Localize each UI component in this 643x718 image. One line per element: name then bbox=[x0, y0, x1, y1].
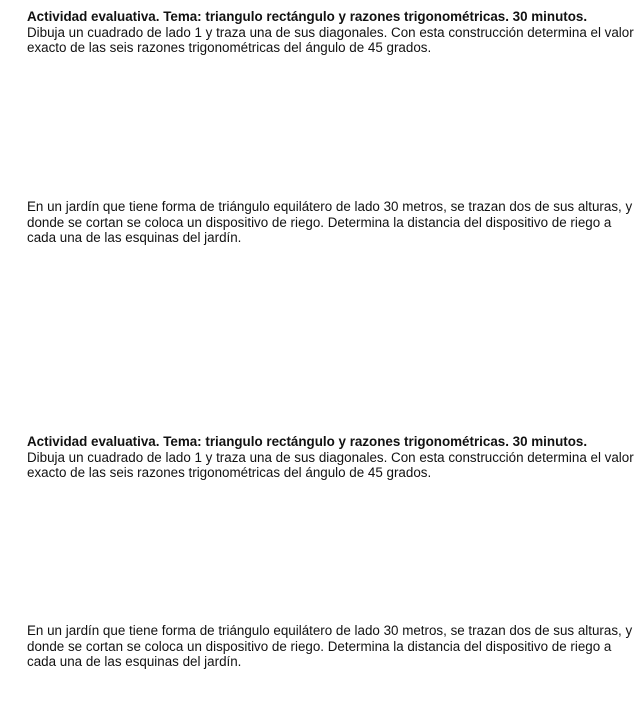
activity-block-2 bbox=[27, 434, 641, 481]
problem-block-garden-1 bbox=[27, 199, 641, 246]
problem-garden-triangle: En un jardín que tiene forma de triángulo equilátero de lado 30 metros, se trazan dos de sus alturas, y donde se cortan se coloca un dispositivo de riego. Determina la distancia del dispositivo de riego a cada una de las esquinas del jardín. bbox=[27, 199, 633, 245]
activity-block-1 bbox=[27, 9, 641, 56]
problem-square-diagonal: Dibuja un cuadrado de lado 1 y traza una de sus diagonales. Con esta construcción determina el valor exacto de las seis razones trigonométricas del ángulo de 45 grados. bbox=[27, 24, 634, 55]
problem-garden-triangle: En un jardín que tiene forma de triángulo equilátero de lado 30 metros, se trazan dos de sus alturas, y donde se cortan se coloca un dispositivo de riego. Determina la distancia del dispositivo de riego a cada una de las esquinas del jardín. bbox=[27, 623, 633, 669]
activity-title: Actividad evaluativa. Tema: triangulo rectángulo y razones trigonométricas. 30 minutos. bbox=[27, 434, 588, 449]
problem-square-diagonal: Dibuja un cuadrado de lado 1 y traza una de sus diagonales. Con esta construcción determina el valor exacto de las seis razones trigonométricas del ángulo de 45 grados. bbox=[27, 449, 634, 480]
problem-block-garden-2 bbox=[27, 623, 641, 670]
activity-title: Actividad evaluativa. Tema: triangulo rectángulo y razones trigonométricas. 30 minutos. bbox=[27, 9, 588, 24]
